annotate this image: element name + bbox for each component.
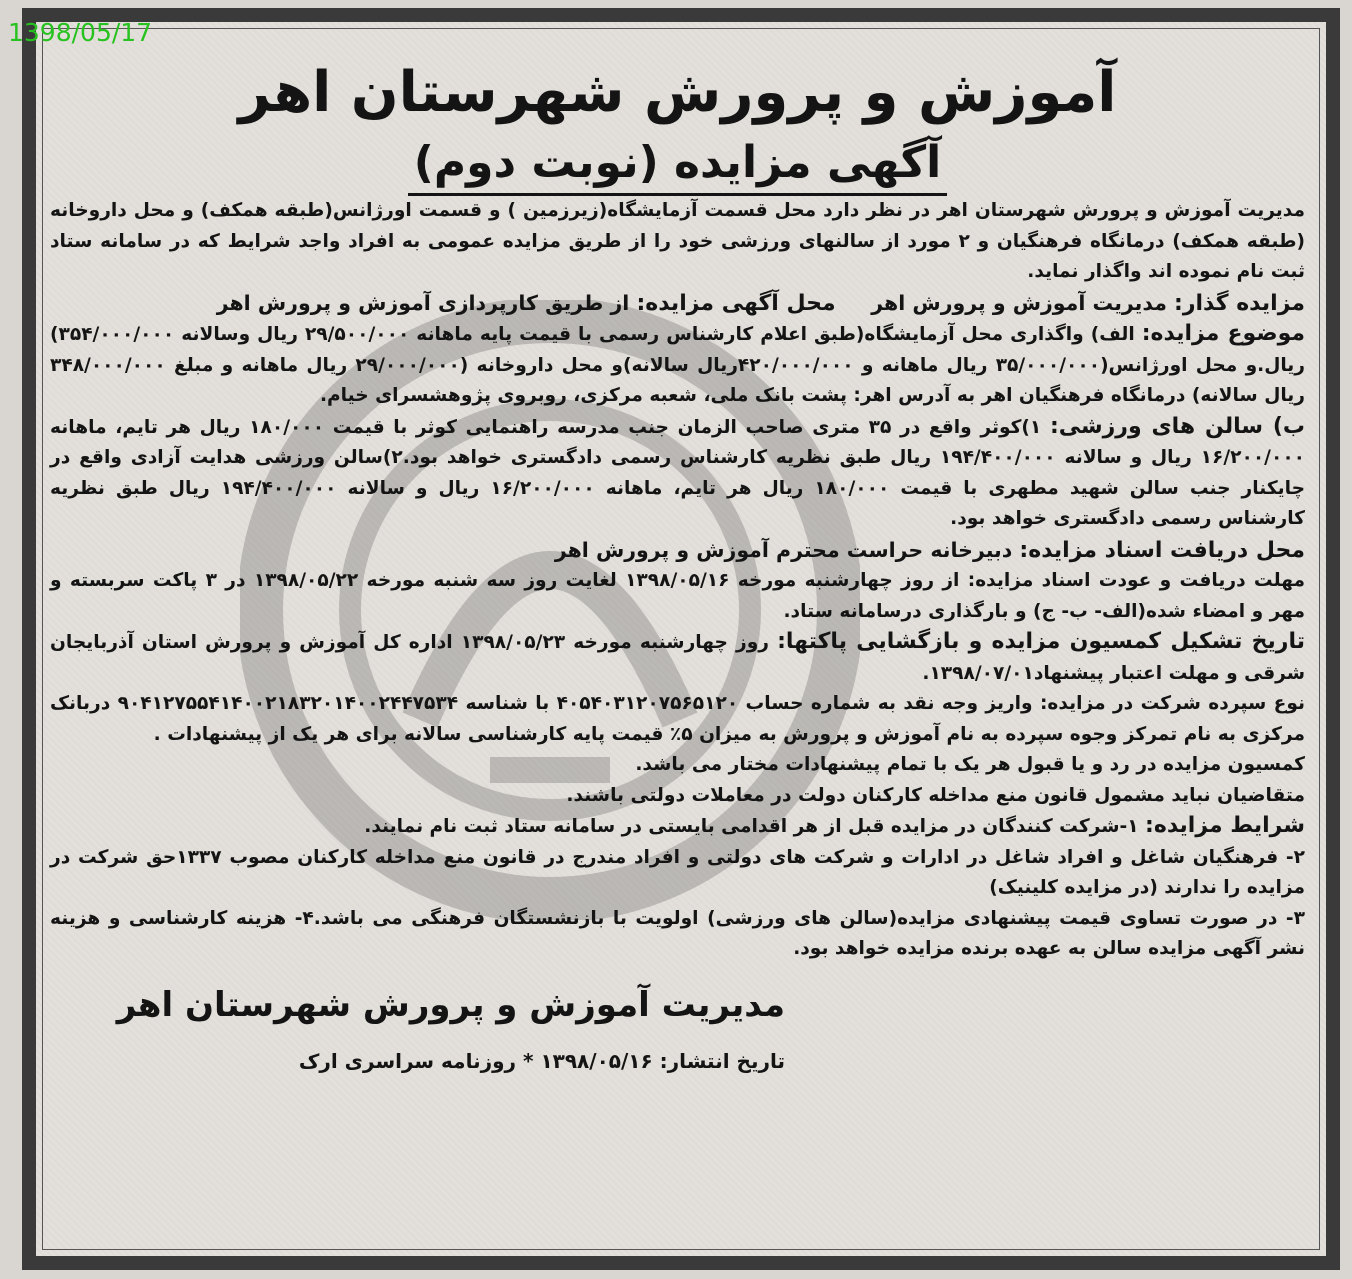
docs-deadline-text: از روز چهارشنبه مورخه ۱۳۹۸/۰۵/۱۶ لغایت روز سه شنبه مورخه ۱۳۹۸/۰۵/۲۲ در ۳ پاکت سربسته و مهر و امضاء شده(الف- ب- ج) و بارگذاری درسامانه ستاد. <box>50 570 1305 622</box>
conditions-paragraph <box>50 811 1305 843</box>
deposit-label: نوع سپرده شرکت در مزایده: <box>1040 693 1305 714</box>
commission-note: کمسیون مزایده در رد و یا قبول هر یک با تمام پیشنهادات مختار می باشد. <box>635 754 1305 775</box>
commission-label: تاریخ تشکیل کمسیون مزایده و بازگشایی پاکتها: <box>777 629 1305 654</box>
applicants-note: متقاضیان نباید مشمول قانون منع مداخله کارکنان دولت در معاملات دولتی باشند. <box>566 784 1305 806</box>
docs-place-line <box>50 535 1305 567</box>
docs-place-value: دبیرخانه حراست محترم آموزش و پرورش اهر <box>554 537 1013 562</box>
commission-paragraph <box>50 627 1305 689</box>
subtitle-wrap <box>50 133 1305 196</box>
halls-paragraph <box>50 412 1305 535</box>
condition-3: ۳- در صورت تساوی قیمت پیشنهادی مزایده(سالن های ورزشی) اولویت با بازنشستگان فرهنگی می باشد.۴- هزینه کارشناسی و هزینه نشر آگهی مزایده سالن به عهده برنده مزایده خواهد بود. <box>50 907 1305 959</box>
organizer-line <box>50 288 1305 320</box>
publication-line: تاریخ انتشار: ۱۳۹۸/۰۵/۱۶ * روزنامه سراسری ارک <box>298 1048 785 1073</box>
intro-paragraph: مدیریت آموزش و پرورش شهرستان اهر در نظر دارد محل قسمت آزمایشگاه(زیرزمین ) و قسمت اورژانس(طبقه همکف) و محل داروخانه (طبقه همکف) درمانگاه فرهنگیان و ۲ مورد از سالنهای ورزشی خود را از طریق مزایده عمومی به افراد واجد شرایط که در سامانه ستاد ثبت نام نموده اند واگذار نماید. <box>50 200 1305 282</box>
halls-text: ۱)کوثر واقع در ۳۵ متری صاحب الزمان جنب مدرسه راهنمایی کوثر با قیمت ۱۸۰/۰۰۰ ریال هر تایم، ماهانه ۱۶/۲۰۰/۰۰۰ ریال و سالانه ۱۹۴/۴۰۰/۰۰۰ ریال طبق نظریه کارشناس رسمی دادگستری خواهد بود.۲)سالن ورزشی هدایت آزادی واقع در چایکنار جنب سالن شهید مطهری با قیمت ۱۸۰/۰۰۰ ریال هر تایم، ماهانه ۱۶/۲۰۰/۰۰۰ ریال و سالانه ۱۹۴/۴۰۰/۰۰۰ ریال طبق نظریه کارشناس رسمی دادگستری خواهد بود. <box>50 416 1306 529</box>
docs-deadline-label: مهلت دریافت و عودت اسناد مزایده: <box>967 570 1305 591</box>
venue-label: محل آگهی مزایده: <box>636 290 836 316</box>
date-stamp: 1398/05/17 <box>8 18 153 47</box>
subject-paragraph <box>50 319 1305 412</box>
deposit-text: واریز وجه نقد به شماره حساب ۴۰۵۴۰۳۱۲۰۷۵۶۵۱۲۰ با شناسه ۹۰۴۱۲۷۵۵۴۱۴۰۰۲۱۸۳۲۰۱۴۰۰۲۴۴۷۵۳۴ دربانک مرکزی به نام تمرکز وجوه سپرده به نام آموزش و پرورش به میزان ۵٪ قیمت پایه کارشناسی سالانه برای هر یک از پیشنهادات . <box>50 693 1305 745</box>
subject-text: الف) واگذاری محل آزمایشگاه(طبق اعلام کارشناس رسمی با قیمت پایه ماهانه ۲۹/۵۰۰/۰۰۰ ریال وسالانه ۳۵۴/۰۰۰/۰۰۰) ریال.و محل اورژانس(۳۵/۰۰۰/۰۰۰ ریال ماهانه و ۴۲۰/۰۰۰/۰۰۰ریال سالانه)و محل داروخانه (۲۹/۰۰۰/۰۰۰ ریال ماهانه و مبلغ ۳۴۸/۰۰۰/۰۰۰ ریال سالانه) درمانگاه فرهنگیان اهر به آدرس اهر: پشت بانک ملی، شعبه مرکزی، روبروی پژوهشسرای خیام. <box>50 324 1305 406</box>
organizer-label: مزایده گذار: <box>1174 290 1305 316</box>
ad-content <box>50 55 1305 1093</box>
page-subtitle: آگهی مزایده (نوبت دوم) <box>408 133 947 196</box>
page-title: آموزش و پرورش شهرستان اهر <box>238 60 1117 125</box>
condition-2: ۲- فرهنگیان شاغل و افراد شاغل در ادارات و شرکت های دولتی و افراد مندرج در قانون منع مداخله کارکنان مصوب ۱۳۳۷حق شرکت در مزایده را ندارند (در مزایده کلینیک) <box>50 846 1306 898</box>
organizer-value: مدیریت آموزش و پرورش اهر <box>871 290 1167 315</box>
docs-deadline-paragraph <box>50 566 1305 627</box>
deposit-paragraph <box>50 689 1305 750</box>
subject-label: موضوع مزایده: <box>1141 321 1306 346</box>
halls-label: ب) سالن های ورزشی: <box>1049 413 1306 439</box>
signature: مدیریت آموزش و پرورش شهرستان اهر <box>116 984 785 1025</box>
commission-text: روز چهارشنبه مورخه ۱۳۹۸/۰۵/۲۳ اداره کل آموزش و پرورش استان آذربایجان شرقی و مهلت اعتبار پیشنهاد۱۳۹۸/۰۷/۰۱. <box>50 632 1305 684</box>
condition-1: ۱-شرکت کنندگان در مزایده قبل از هر اقدامی بایستی در سامانه ستاد ثبت نام نمایند. <box>364 816 1139 837</box>
venue-value: از طریق کارپردازی آموزش و پرورش اهر <box>216 290 630 315</box>
docs-place-label: محل دریافت اسناد مزایده: <box>1019 537 1305 563</box>
conditions-label: شرایط مزایده: <box>1145 813 1305 838</box>
